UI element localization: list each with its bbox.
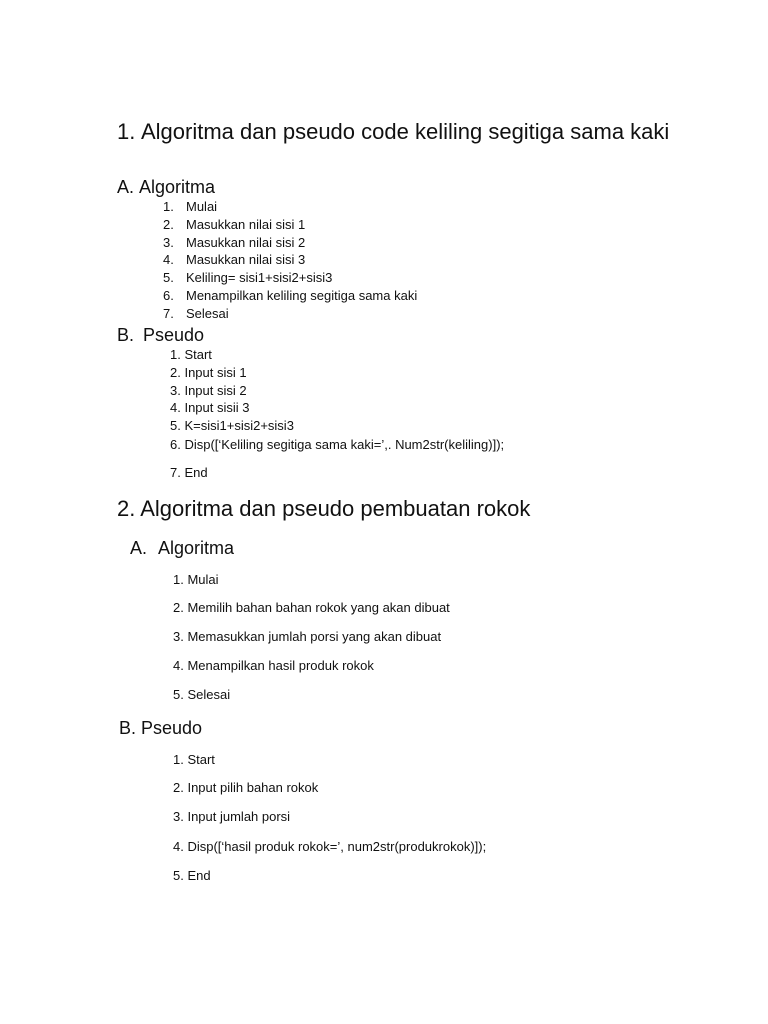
item-number: 4.	[163, 252, 174, 267]
section-2-title: 2. Algoritma dan pseudo pembuatan rokok	[117, 496, 531, 521]
list-item: 4. Input sisii 3	[170, 400, 250, 415]
list-item: 6. Disp([‘Keliling segitiga sama kaki=’,. Num2str(keliling)]);	[170, 437, 505, 452]
section-1-pseudo-letter: B.	[117, 325, 135, 345]
section-1-algoritma-heading	[117, 176, 317, 198]
list-item: 3. Memasukkan jumlah porsi yang akan dibuat	[173, 629, 442, 644]
list-item: 2. Memilih bahan bahan rokok yang akan dibuat	[173, 600, 450, 615]
list-item: 1. Mulai	[173, 572, 219, 587]
list-item: 7. End	[170, 465, 208, 480]
section-2-pseudo-heading	[119, 717, 339, 739]
list-item: 1. Start	[173, 752, 215, 767]
section-1-pseudo-heading	[117, 324, 317, 346]
item-number: 2.	[163, 217, 174, 232]
list-item: 5. K=sisi1+sisi2+sisi3	[170, 418, 294, 433]
item-number: 1.	[163, 199, 174, 214]
section-2-algoritma-heading	[130, 537, 350, 559]
section-1-title: Algoritma dan pseudo code keliling segitiga sama kaki	[141, 119, 670, 144]
section-1-algoritma-title: Algoritma	[139, 177, 216, 197]
list-item: 5. End	[173, 868, 211, 883]
list-item: 5. Selesai	[173, 687, 231, 702]
list-item: 4. Disp([‘hasil produk rokok=’, num2str(produkrokok)]);	[173, 839, 487, 854]
item-text: Masukkan nilai sisi 3	[186, 252, 306, 267]
list-item: 3. Input jumlah porsi	[173, 809, 291, 824]
item-text: Masukkan nilai sisi 2	[186, 235, 306, 250]
item-text: Keliling= sisi1+sisi2+sisi3	[186, 270, 333, 285]
item-number: 7.	[163, 306, 174, 321]
section-1-heading	[117, 117, 687, 177]
section-2-algoritma-title: Algoritma	[158, 538, 235, 558]
item-text: Mulai	[186, 199, 218, 214]
section-2-heading	[117, 494, 687, 524]
section-1-number: 1.	[117, 119, 136, 144]
item-number: 5.	[163, 270, 174, 285]
section-1-pseudo-title: Pseudo	[143, 325, 205, 345]
item-text: Menampilkan keliling segitiga sama kaki	[186, 288, 418, 303]
list-item: 2. Input sisi 1	[170, 365, 247, 380]
section-1-algoritma-letter: A.	[117, 177, 135, 197]
item-number: 6.	[163, 288, 174, 303]
section-2-pseudo-title: B. Pseudo	[119, 718, 203, 738]
section-2-algoritma-letter: A.	[130, 538, 148, 558]
list-item: 1. Start	[170, 347, 212, 362]
item-text: Masukkan nilai sisi 1	[186, 217, 306, 232]
item-text: Selesai	[186, 306, 229, 321]
item-number: 3.	[163, 235, 174, 250]
list-item: 4. Menampilkan hasil produk rokok	[173, 658, 374, 673]
list-item: 2. Input pilih bahan rokok	[173, 780, 319, 795]
list-item: 3. Input sisi 2	[170, 383, 247, 398]
